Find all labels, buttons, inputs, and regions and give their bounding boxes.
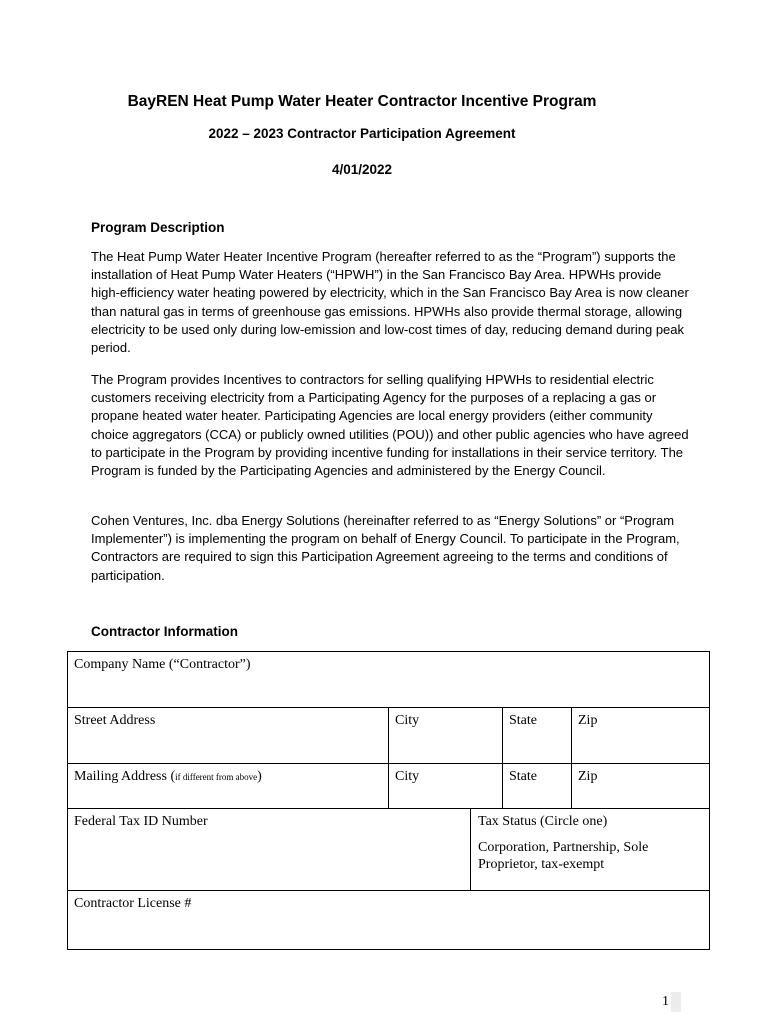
tax-status-label: Tax Status (Circle one) xyxy=(478,814,608,829)
contractor-license-label: Contractor License # xyxy=(74,896,192,911)
tax-status-options: Corporation, Partnership, Sole Proprietor, tax-exempt xyxy=(478,840,649,872)
federal-tax-id-field[interactable] xyxy=(67,808,471,891)
federal-tax-id-label: Federal Tax ID Number xyxy=(74,814,208,829)
program-description-paragraph-3: Cohen Ventures, Inc. dba Energy Solutions (hereinafter referred to as “Energy Solutions” or “Program Implementer”) is implementing the program on behalf of Energy Council. To participate in the Program, Contractors are required to sign this Participation Agreement agreeing to the terms and conditions of participation. xyxy=(91,513,680,583)
page-number: 1 xyxy=(662,994,669,1009)
mailing-zip-field[interactable] xyxy=(571,763,710,809)
program-description-heading: Program Description xyxy=(91,220,225,235)
mailing-city-field[interactable] xyxy=(388,763,503,809)
contractor-information-heading: Contractor Information xyxy=(91,624,238,639)
zip-field[interactable] xyxy=(571,707,710,764)
mailing-state-field[interactable] xyxy=(502,763,572,809)
company-name-field[interactable] xyxy=(67,651,710,708)
city-field[interactable] xyxy=(388,707,503,764)
document-subtitle: 2022 – 2023 Contractor Participation Agreement xyxy=(208,126,516,141)
document-date: 4/01/2022 xyxy=(331,162,393,177)
street-address-label: Street Address xyxy=(74,713,156,728)
state-field[interactable] xyxy=(502,707,572,764)
state-label: State xyxy=(509,713,537,728)
company-name-label: Company Name (“Contractor”) xyxy=(74,657,251,672)
city-label: City xyxy=(395,713,420,728)
street-address-field[interactable] xyxy=(67,707,389,764)
program-description-paragraph-1: The Heat Pump Water Heater Incentive Program (hereafter referred to as the “Program”) supports the installation of Heat Pump Water Heaters (“HPWH”) in the San Francisco Bay Area. HPWHs provide high-efficiency water heating powered by electricity, which in the San Francisco Bay Area is now cleaner than natural gas in terms of greenhouse gas emissions. HPWHs also provide thermal storage, allowing electricity to be used only during low-emission and low-cost times of day, reducing demand during peak period. xyxy=(91,249,689,356)
zip-label: Zip xyxy=(578,713,598,728)
mailing-city-label: City xyxy=(395,769,420,784)
tax-status-field[interactable] xyxy=(470,808,710,891)
contractor-license-field[interactable] xyxy=(67,890,710,950)
mailing-address-close: ) xyxy=(257,769,262,784)
page-number-shade xyxy=(671,992,681,1012)
document-title: BayREN Heat Pump Water Heater Contractor Incentive Program xyxy=(127,93,597,110)
mailing-address-label: Mailing Address ( xyxy=(74,769,176,784)
program-description-paragraph-2: The Program provides Incentives to contractors for selling qualifying HPWHs to residential electric customers receiving electricity from a Participating Agency for the purposes of a replacing a gas or propane heated water heater. Participating Agencies are local energy providers (either community choice aggregators (CCA) or publicly owned utilities (POU)) and other public agencies who have agreed to participate in the Program by providing incentive funding for installations in their service territory. The Program is funded by the Participating Agencies and administered by the Energy Council. xyxy=(91,372,689,479)
mailing-address-note: if different from above xyxy=(175,772,258,782)
contractor-information-form xyxy=(67,651,710,950)
mailing-zip-label: Zip xyxy=(578,769,598,784)
mailing-state-label: State xyxy=(509,769,537,784)
mailing-address-field[interactable] xyxy=(67,763,389,809)
